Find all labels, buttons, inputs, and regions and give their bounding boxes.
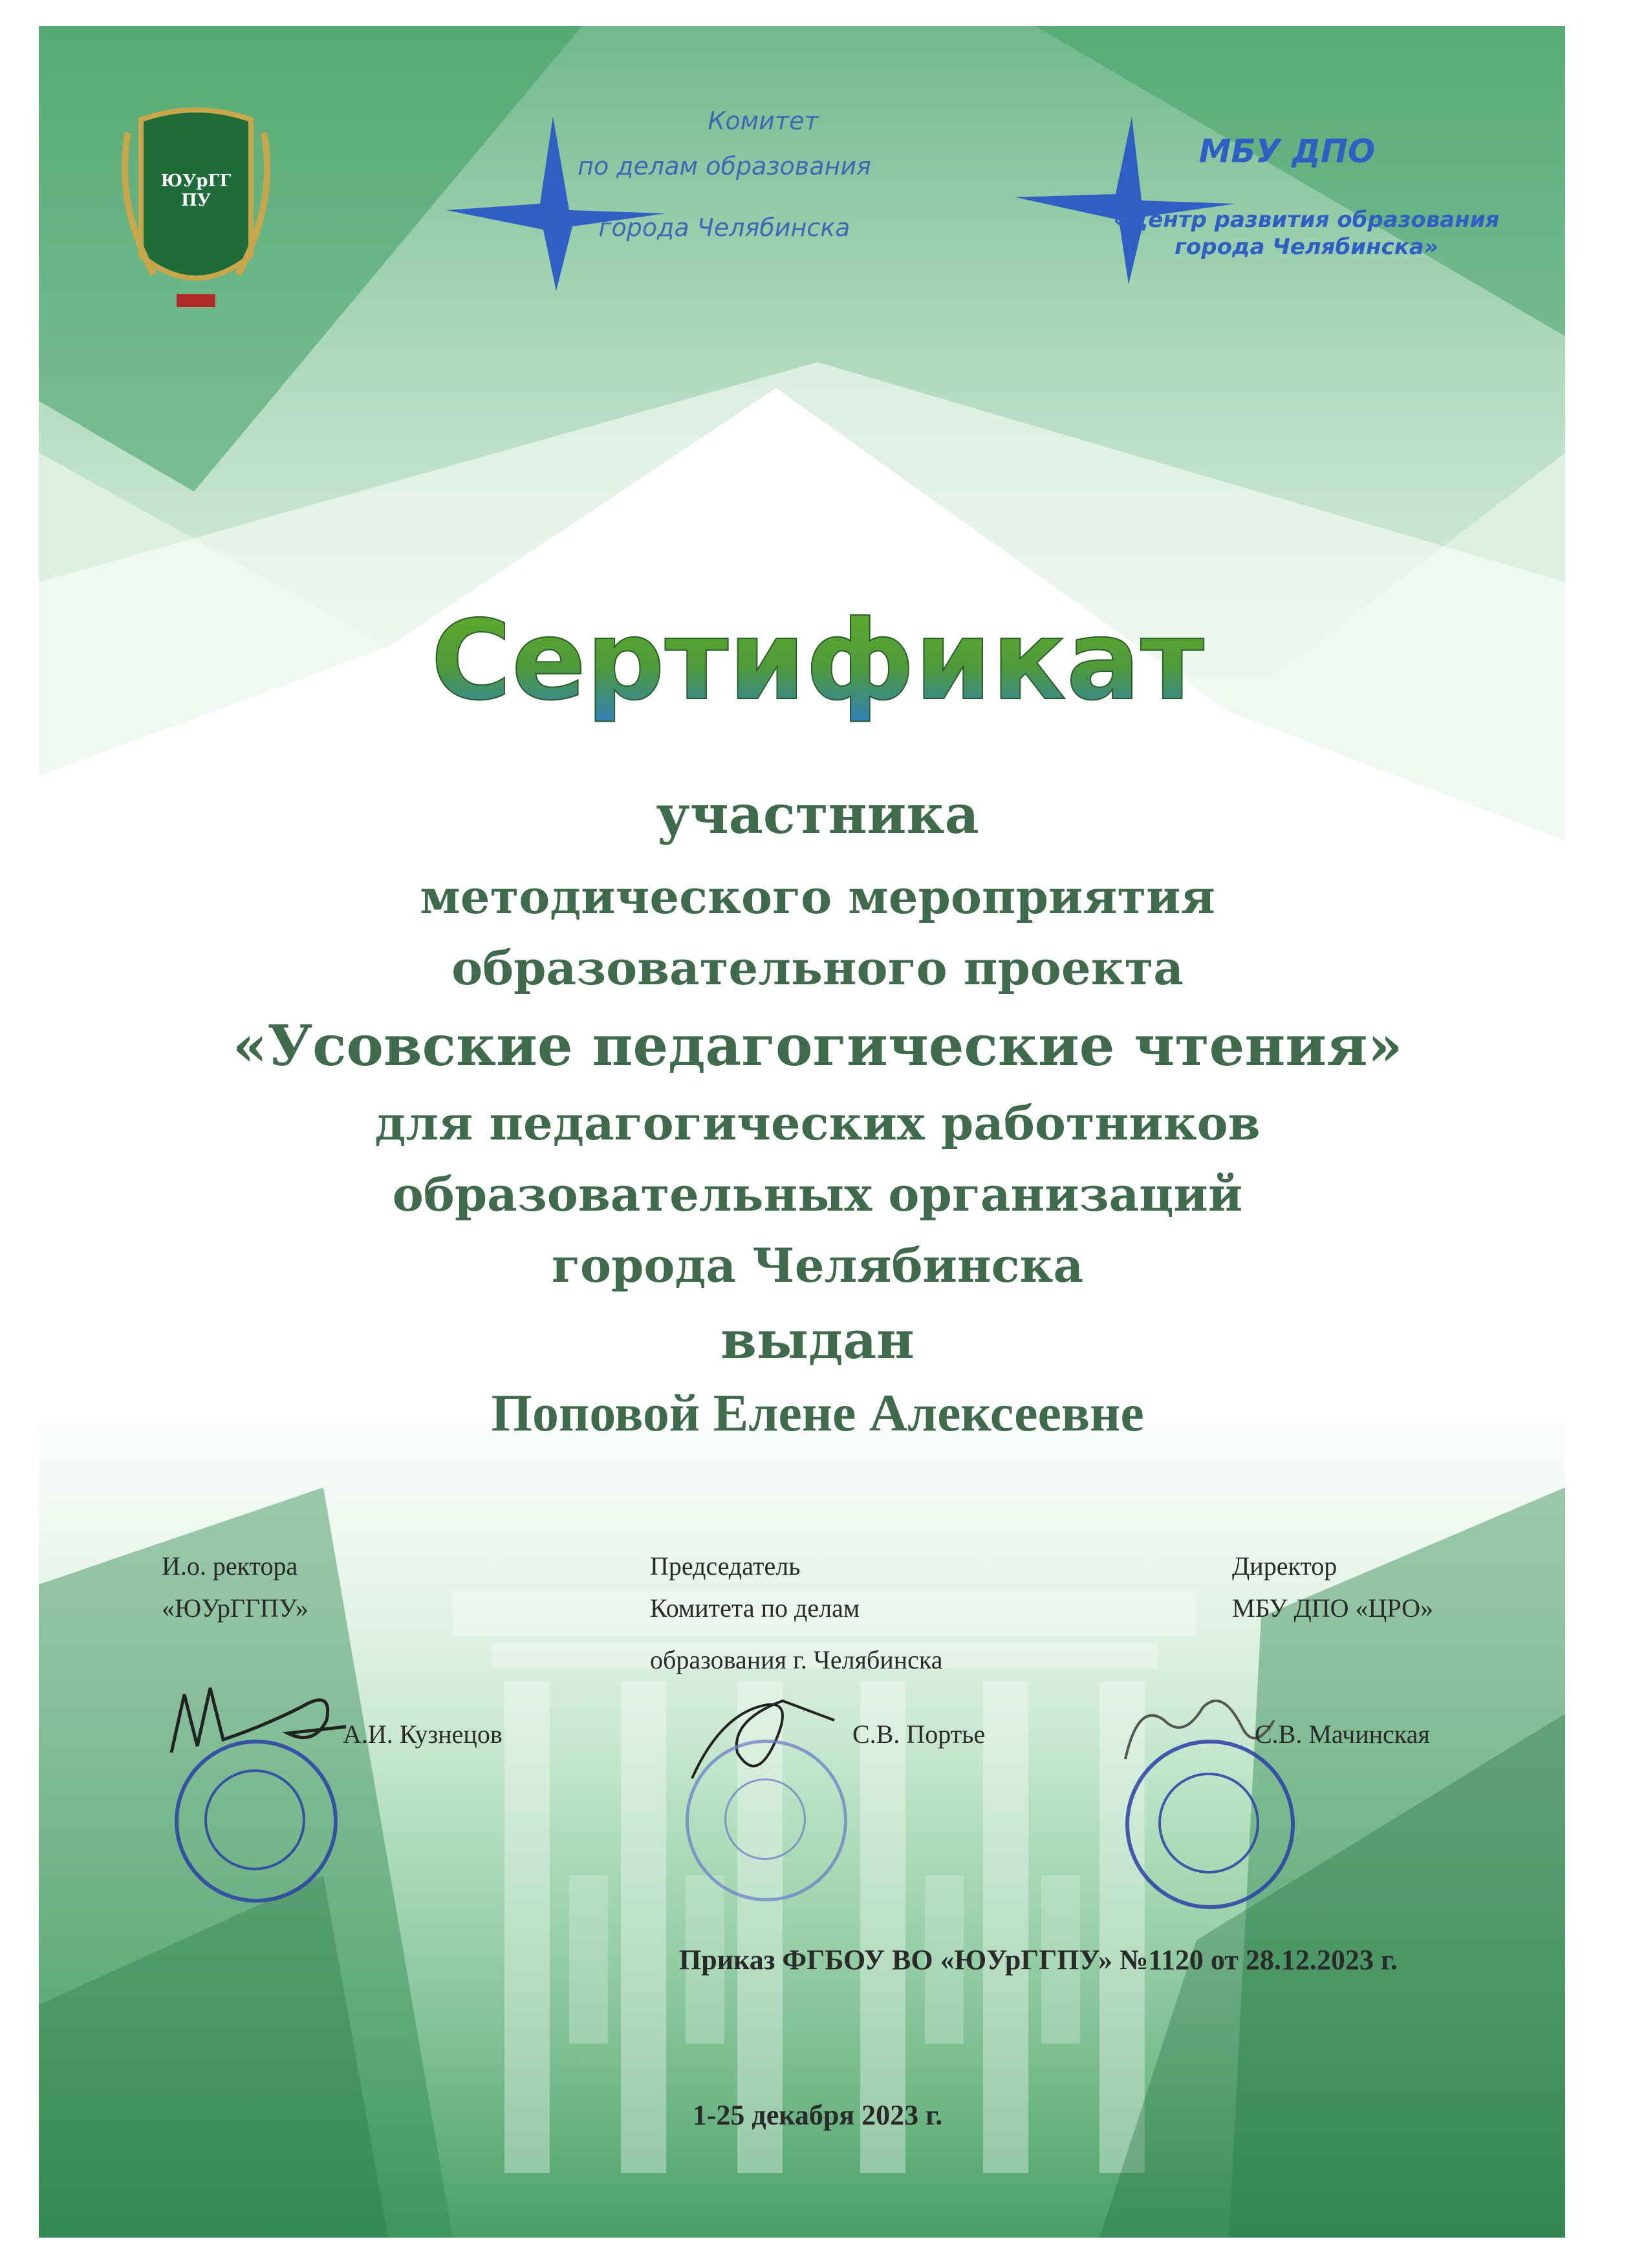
- project-line: образовательного проекта: [451, 940, 1184, 995]
- order-reference: Приказ ФГБОУ ВО «ЮУрГГПУ» №1120 от 28.12.2023 г.: [679, 1944, 1398, 1976]
- committee-logo-line2: по делам образования: [578, 152, 871, 180]
- signer2-role-line1: Председатель: [650, 1551, 801, 1581]
- signer3-role-line1: Директор: [1232, 1551, 1337, 1581]
- certificate-title: [0, 582, 1635, 724]
- seal-stamp-icon: [686, 1740, 847, 1901]
- center-logo-line3: города Челябинска»: [1175, 234, 1438, 260]
- signer3-name: С.В. Мачинская: [1255, 1720, 1430, 1749]
- signer1-role-line1: И.о. ректора: [162, 1551, 298, 1581]
- seal-stamp-icon: [1125, 1740, 1295, 1909]
- audience-line2: образовательных организаций: [392, 1167, 1243, 1222]
- signer2-name: С.В. Портье: [852, 1720, 986, 1749]
- participant-line: участника: [656, 784, 979, 846]
- blue-star-icon: [440, 113, 673, 294]
- event-line: методического мероприятия: [420, 869, 1215, 924]
- signer2-role-line3: образования г. Челябинска: [650, 1645, 943, 1674]
- university-crest-icon: [115, 107, 277, 314]
- seal-stamp-icon: [175, 1740, 338, 1903]
- crest-lettering: ЮУрГГПУ: [160, 171, 232, 210]
- committee-logo-line1: Комитет: [708, 107, 819, 135]
- audience-line3: города Челябинска: [551, 1238, 1084, 1293]
- certificate-title-text: Сертификат: [431, 597, 1204, 724]
- audience-line1: для педагогических работников: [374, 1096, 1261, 1150]
- signer2-role-line2: Комитета по делам: [650, 1593, 860, 1623]
- committee-logo-line3: города Челябинска: [598, 213, 850, 242]
- signer3-role-line2: МБУ ДПО «ЦРО»: [1232, 1593, 1434, 1623]
- project-name: «Усовские педагогические чтения»: [232, 1013, 1403, 1079]
- event-dates: 1-25 декабря 2023 г.: [692, 2099, 943, 2131]
- signer1-name: А.И. Кузнецов: [343, 1720, 503, 1749]
- signer1-role-line2: «ЮУрГГПУ»: [162, 1593, 309, 1623]
- issued-label: выдан: [720, 1310, 915, 1370]
- center-logo-line2: «Центр развития образования: [1113, 207, 1500, 233]
- center-logo-title: МБУ ДПО: [1198, 133, 1376, 170]
- recipient-name: Поповой Елене Алексеевне: [491, 1383, 1144, 1442]
